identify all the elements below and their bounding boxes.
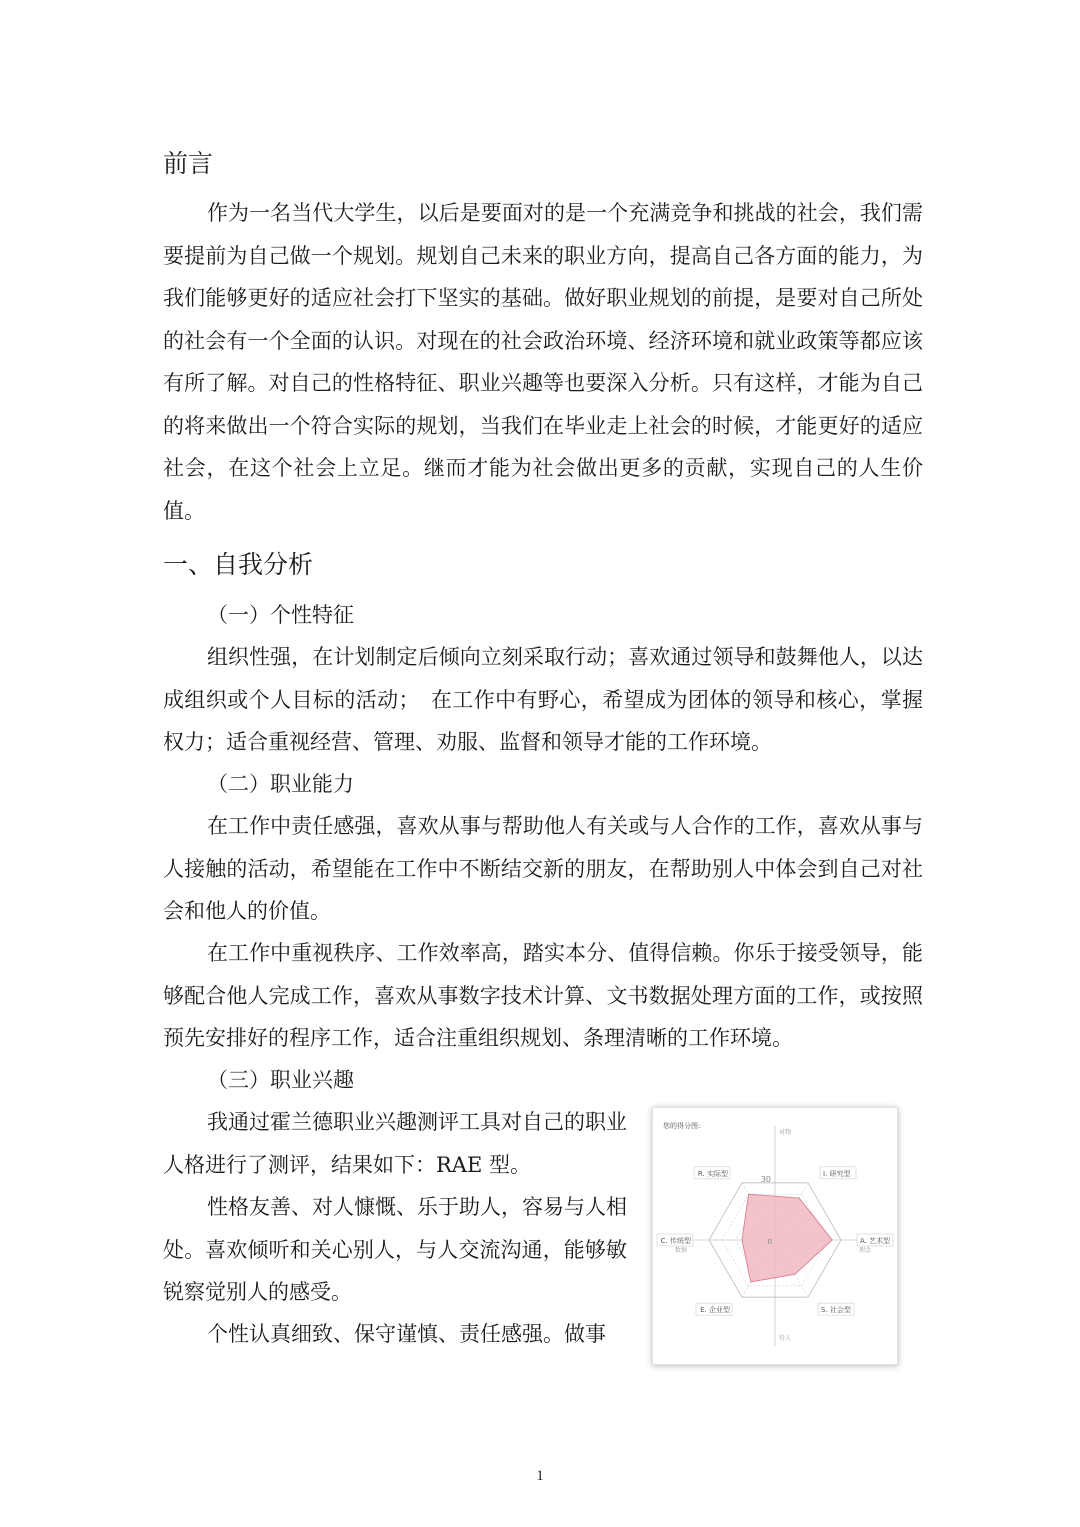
subsection-interest-title: （三）职业兴趣 (207, 1068, 354, 1092)
interest-paragraph-2: 性格友善、对人慷慨、乐于助人，容易与人相处。喜欢倾听和关心别人，与人交流沟通，能够敏锐察觉别人的感受。 (163, 1195, 627, 1304)
subsection-ability-title: （二）职业能力 (207, 772, 354, 796)
ability-paragraph-2: 在工作中重视秩序、工作效率高，踏实本分、值得信赖。你乐于接受领导，能够配合他人完成工作，喜欢从事数字技术计算、文书数据处理方面的工作，或按照预先安排好的程序工作，适合注重组织规划、条理清晰的工作环境。 (163, 941, 923, 1050)
interest-paragraph-1: 我通过霍兰德职业兴趣测评工具对自己的职业人格进行了测评，结果如下：RAE 型。 (163, 1110, 627, 1177)
axis-label: E. 企业型 (700, 1306, 730, 1315)
tick-label-zero: 0 (767, 1238, 772, 1246)
chart-title: 您的得分图: (663, 1122, 701, 1130)
compass-label-top: 对物 (779, 1129, 792, 1136)
axis-label: I. 研究型 (823, 1169, 851, 1178)
radar-chart (653, 1108, 897, 1364)
score-area (742, 1194, 832, 1282)
axis-label: R. 实际型 (697, 1169, 728, 1178)
section-self-analysis-title: 一、自我分析 (163, 550, 314, 579)
ability-paragraph-1: 在工作中责任感强，喜欢从事与帮助他人有关或与人合作的工作，喜欢从事与人接触的活动，希望能在工作中不断结交新的朋友，在帮助别人中体会到自己对社会和他人的价值。 (163, 814, 923, 923)
subsection-personality-title: （一）个性特征 (207, 603, 354, 627)
holland-radar-figure (652, 1107, 898, 1365)
preface-title: 前言 (163, 149, 214, 178)
compass-label-right: 理念 (858, 1247, 871, 1254)
page-number: 1 (536, 1468, 544, 1484)
axis-label: S. 社会型 (821, 1306, 851, 1315)
tick-label-max: 30 (760, 1175, 771, 1184)
preface-paragraph: 作为一名当代大学生，以后是要面对的是一个充满竞争和挑战的社会，我们需要提前为自己做一个规划。规划自己未来的职业方向，提高自己各方面的能力，为我们能够更好的适应社会打下坚实的基础。做好职业规划的前提，是要对自己所处的社会有一个全面的认识。对现在的社会政治环境、经济环境和就业政策等都应该有所了解。对自己的性格特征、职业兴趣等也要深入分析。只有这样，才能为自己的将来做出一个符合实际的规划，当我们在毕业走上社会的时候，才能更好的适应社会，在这个社会上立足。继而才能为社会做出更多的贡献，实现自己的人生价值。 (163, 201, 923, 523)
axis-label: C. 传统型 (660, 1237, 691, 1245)
interest-paragraph-3: 个性认真细致、保守谨慎、责任感强。做事 (207, 1322, 606, 1346)
compass-label-left: 数据 (675, 1247, 688, 1254)
personality-paragraph: 组织性强，在计划制定后倾向立刻采取行动；喜欢通过领导和鼓舞他人，以达成组织或个人目标的活动； 在工作中有野心，希望成为团体的领导和核心，掌握权力；适合重视经营、管理、劝服、监督和领导才能的工作环境。 (163, 645, 923, 754)
axis-label: A. 艺术型 (860, 1237, 891, 1245)
compass-label-bottom: 待人 (779, 1335, 792, 1342)
